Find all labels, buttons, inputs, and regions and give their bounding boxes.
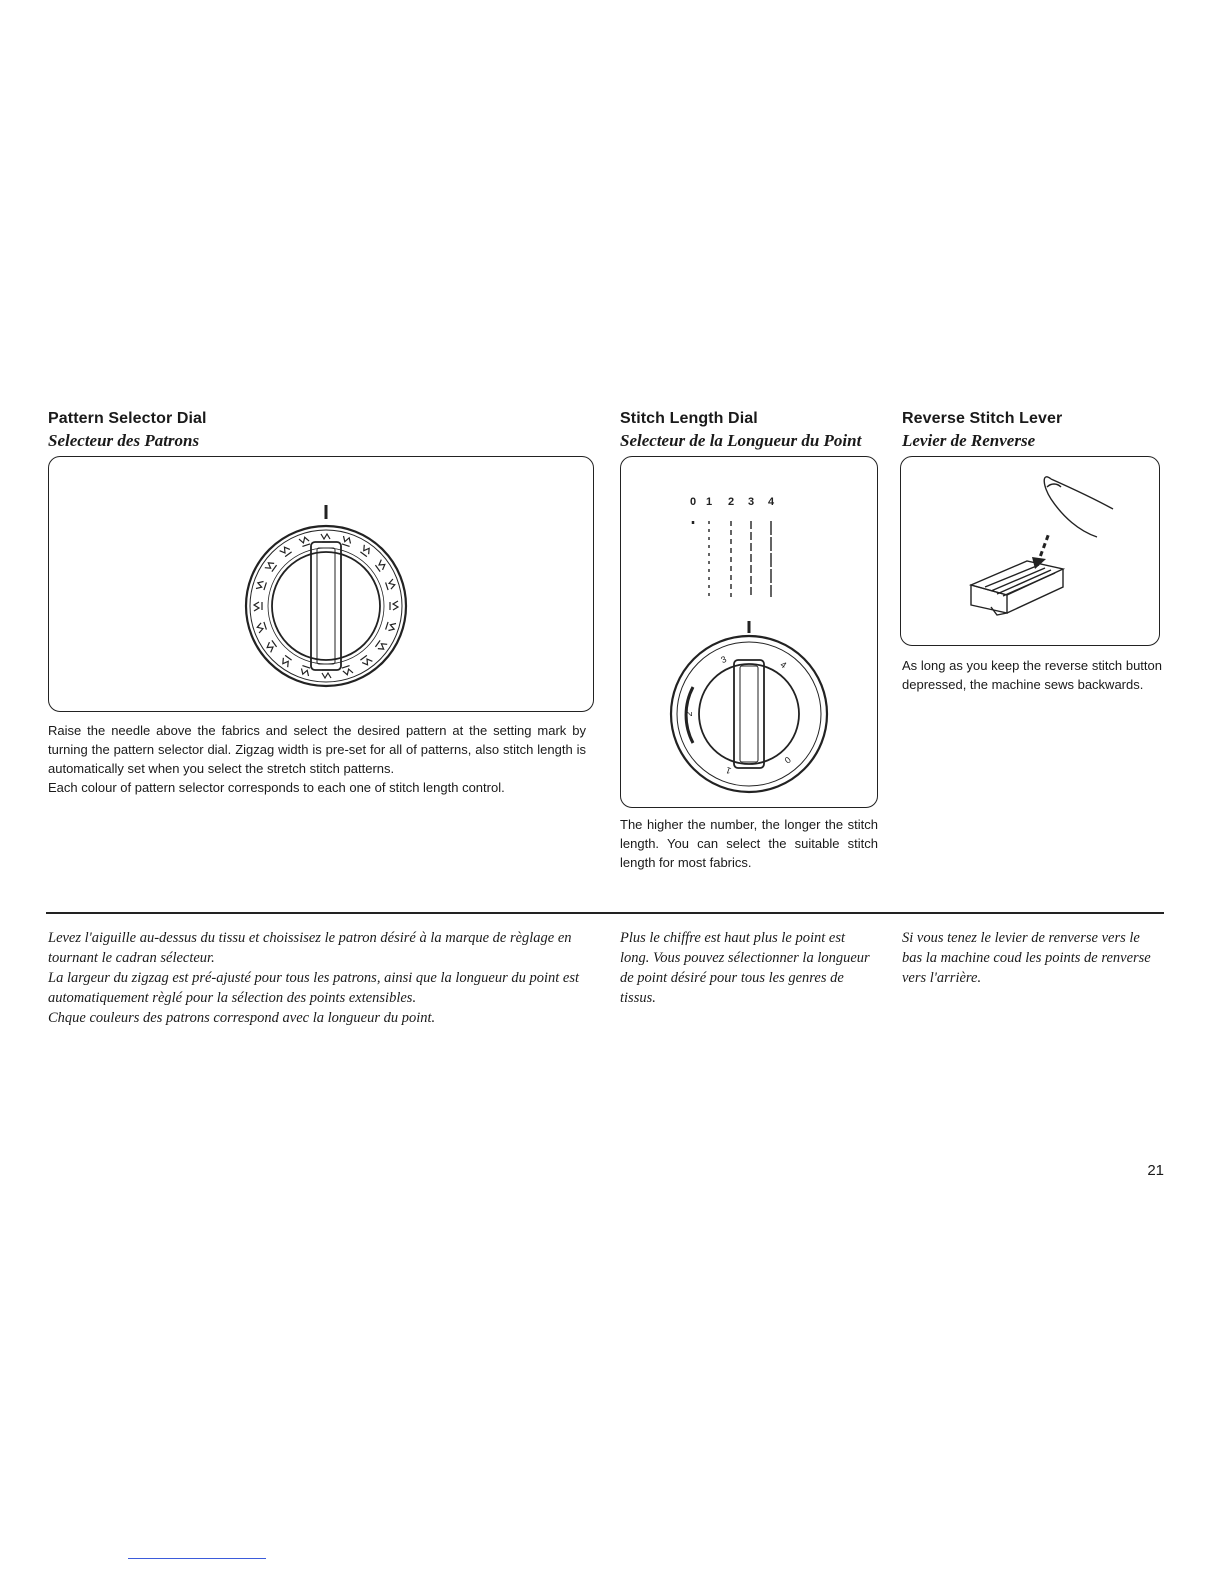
pattern-text-fr-paragraph-2: La largeur du zigzag est pré-ajusté pour tous les patrons, ainsi que la longueur du point est automatiquement règlé pour la sélection des points extensibles. [48, 970, 579, 1006]
pattern-dial-illustration [48, 456, 594, 712]
pattern-symbol-mark [375, 560, 387, 572]
pattern-symbol-mark [256, 622, 266, 633]
stitch-dial-number: 2 [684, 711, 694, 717]
reverse-text-fr: Si vous tenez le levier de renverse vers le bas la machine coud les points de renverse vers l'arrière. [902, 930, 1151, 986]
reverse-lever-illustration [900, 456, 1160, 646]
stitch-scale-label: 4 [767, 496, 775, 508]
stitch-dial-illustration [620, 456, 878, 808]
stitch-dial-number: 0 [782, 754, 793, 766]
reverse-title-en: Reverse Stitch Lever [902, 410, 1063, 427]
stitch-dial-number: 4 [778, 659, 789, 671]
pattern-symbol-mark [342, 665, 353, 675]
pattern-symbol-mark [341, 536, 352, 546]
pattern-dial-icon [49, 457, 593, 711]
stitch-text-fr: Plus le chiffre est haut plus le point est long. Vous pouvez sélectionner la longueur de point désiré pour tous les genres de tissus. [620, 930, 870, 1006]
reverse-lever-icon [901, 457, 1159, 645]
pattern-symbol-mark [280, 545, 292, 557]
stitch-scale-label: 0 [689, 496, 697, 508]
pattern-symbol-mark [300, 666, 311, 676]
pattern-text-en [48, 721, 586, 797]
pattern-symbol-mark [256, 580, 266, 591]
pattern-symbol-mark [265, 640, 277, 652]
pattern-symbol-mark [265, 560, 277, 572]
stitch-scale-label: 2 [727, 496, 735, 508]
pattern-symbol-mark [375, 640, 387, 652]
pattern-symbol-mark [280, 655, 292, 667]
pattern-text-en-paragraph-2: Each colour of pattern selector corresponds to each one of stitch length control. [48, 780, 505, 795]
pattern-title-en: Pattern Selector Dial [48, 410, 207, 427]
stitch-dial-number: 3 [719, 654, 728, 666]
stitch-text-en: The higher the number, the longer the stitch length. You can select the suitable stitch length for most fabrics. [620, 817, 878, 870]
stitch-scale-label: 3 [747, 496, 755, 508]
stitch-title-fr: Selecteur de la Longueur du Point [620, 431, 862, 450]
page-number: 21 [1147, 1162, 1164, 1179]
pattern-text-fr [48, 928, 588, 1028]
pattern-symbol-mark [254, 602, 262, 611]
pattern-symbol-mark [386, 621, 396, 632]
pattern-symbol-mark [360, 545, 372, 557]
pattern-text-en-paragraph-1: Raise the needle above the fabrics and select the desired pattern at the setting mark by turning the pattern selector dial. Zigzag width is pre-set for all of patterns, also stitch length is automatically set when you select the stretch stitch patterns. [48, 723, 586, 776]
pattern-symbol-mark [322, 670, 331, 678]
footer-rule [128, 1558, 266, 1559]
reverse-text-en: As long as you keep the reverse stitch button depressed, the machine sews backwards. [902, 658, 1162, 692]
pattern-symbol-mark [321, 534, 330, 542]
pattern-symbol-mark [360, 655, 372, 667]
pattern-text-fr-paragraph-3: Chque couleurs des patrons correspond avec la longueur du point. [48, 1010, 436, 1026]
pattern-symbol-mark [385, 579, 395, 590]
pattern-text-fr-paragraph-1: Levez l'aiguille au-dessus du tissu et choissisez le patron désiré à la marque de règlage en tournant le cadran sélecteur. [48, 930, 572, 966]
reverse-title-fr: Levier de Renverse [902, 431, 1036, 450]
pattern-symbol-mark [390, 601, 398, 610]
pattern-symbol-mark [299, 536, 310, 546]
stitch-scale-label: 1 [705, 496, 713, 508]
pattern-title-fr: Selecteur des Patrons [48, 431, 200, 450]
section-divider [46, 912, 1164, 914]
stitch-dial-icon [621, 457, 877, 807]
stitch-title-en: Stitch Length Dial [620, 410, 758, 427]
stitch-dial-number: 1 [724, 764, 733, 776]
